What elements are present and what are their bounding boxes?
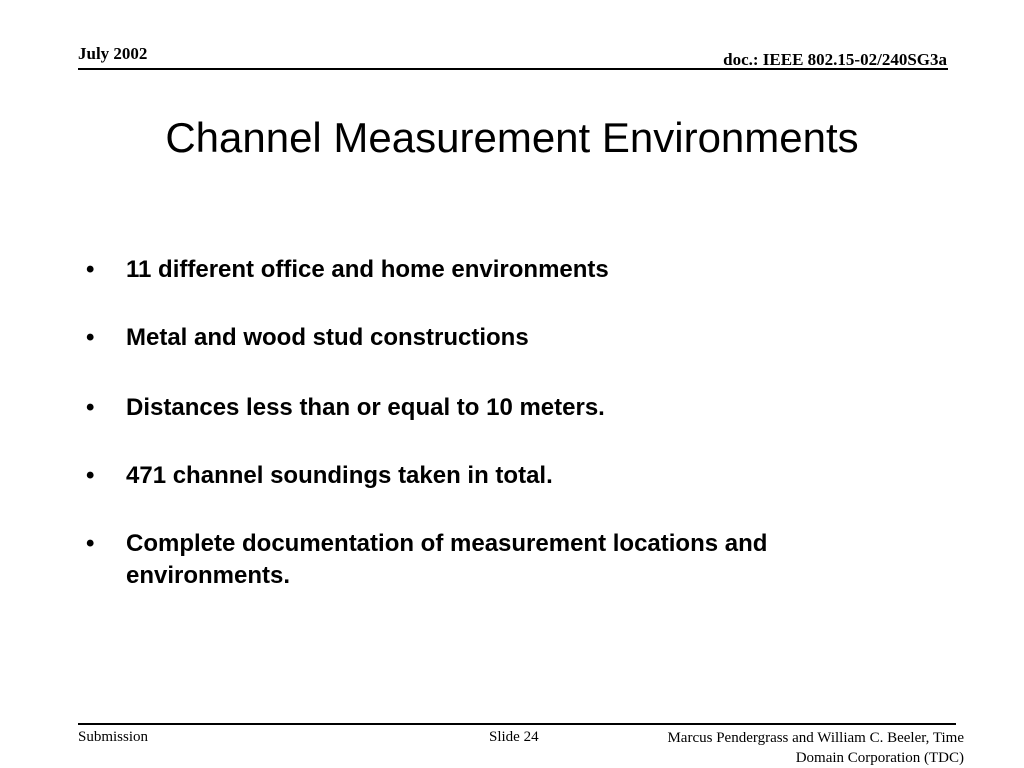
bullet-item: [86, 392, 906, 424]
bullet-item: [86, 254, 906, 286]
header-doc-id: doc.: IEEE 802.15-02/240SG3a: [723, 50, 947, 69]
bullet-text: Distances less than or equal to 10 meters.: [126, 394, 605, 421]
header-date: July 2002: [78, 44, 148, 63]
bullet-text: 11 different office and home environments: [126, 256, 609, 283]
bullet-text: Complete documentation of measurement locations and environments.: [126, 530, 768, 589]
footer-slide-number: Slide 24: [489, 729, 539, 745]
bullet-text: 471 channel soundings taken in total.: [126, 462, 553, 489]
footer-authors: [604, 728, 964, 768]
footer-divider: [78, 723, 956, 725]
footer-authors-line-2: Domain Corporation (TDC): [795, 750, 964, 766]
bullet-icon: •: [86, 530, 95, 557]
bullet-item: [86, 460, 906, 492]
bullet-item: [86, 528, 906, 592]
footer-authors-line-1: Marcus Pendergrass and William C. Beeler, Time: [667, 730, 964, 746]
bullet-text: Metal and wood stud constructions: [126, 324, 529, 351]
bullet-icon: •: [86, 462, 95, 489]
bullet-icon: •: [86, 394, 95, 421]
bullet-icon: •: [86, 324, 95, 351]
bullet-icon: •: [86, 256, 95, 283]
slide-title: Channel Measurement Environments: [165, 114, 859, 161]
bullet-item: [86, 322, 906, 354]
footer-submission: Submission: [78, 729, 149, 745]
